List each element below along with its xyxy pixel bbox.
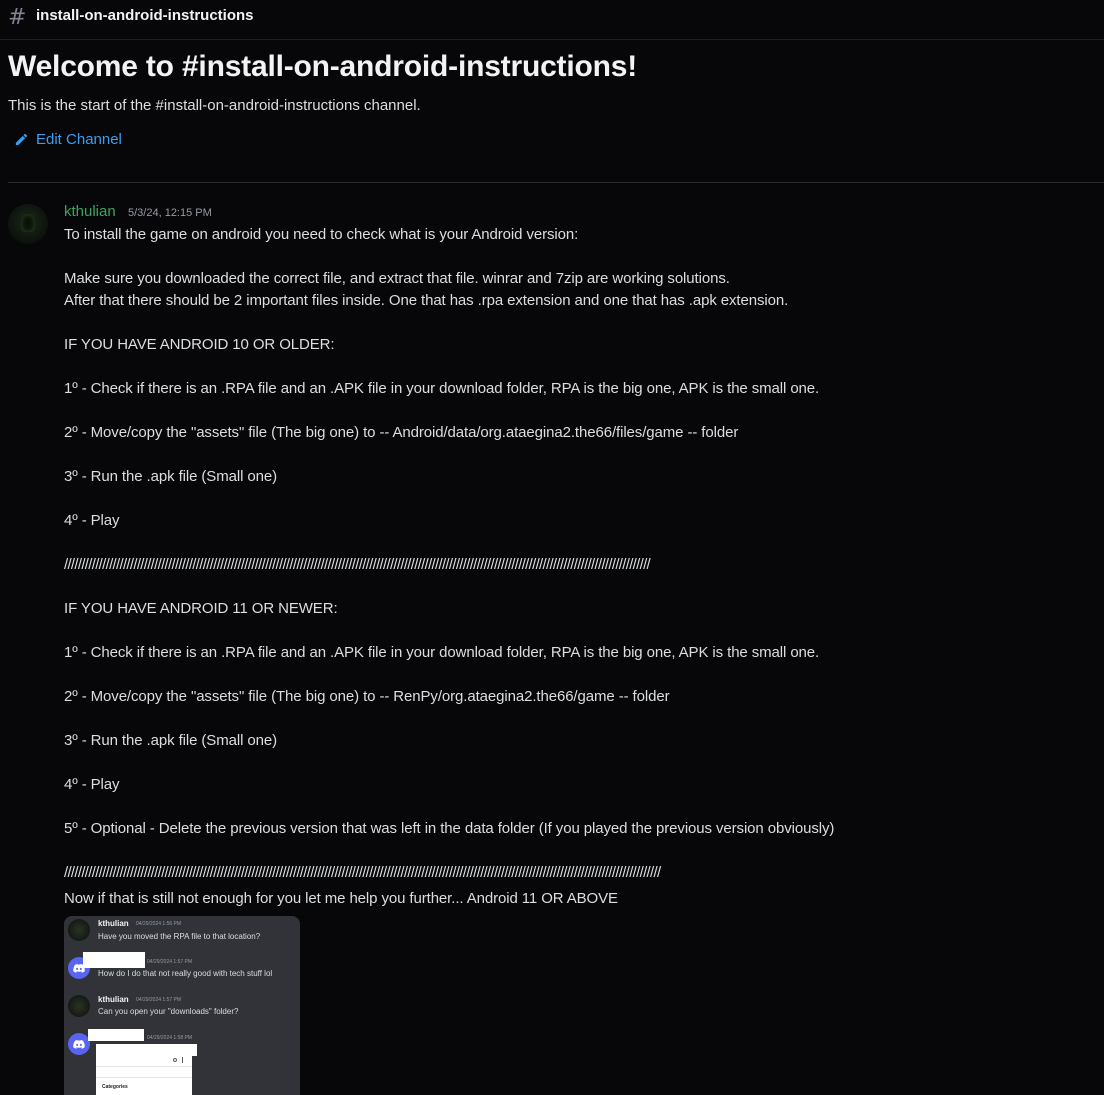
message-line: IF YOU HAVE ANDROID 10 OR OLDER: bbox=[64, 336, 335, 353]
more-options-icon bbox=[182, 1057, 183, 1063]
avatar bbox=[68, 995, 90, 1017]
message-timestamp: 5/3/24, 12:15 PM bbox=[128, 207, 212, 219]
attachment-message-text: Have you moved the RPA file to that location? bbox=[98, 932, 261, 941]
divider bbox=[96, 1066, 192, 1067]
attachment-message-timestamp: 04/29/2024 1:57 PM bbox=[136, 997, 182, 1003]
separator-line: ///////////////////////////////////////////////////////////////////////////////////////////////////////////////////////////////////////////////////////////////////////// bbox=[64, 556, 651, 573]
discord-logo-icon bbox=[73, 1040, 85, 1049]
message-line: Make sure you downloaded the correct file, and extract that file. winrar and 7zip are working solutions. bbox=[64, 270, 730, 287]
message-line: 5º - Optional - Delete the previous version that was left in the data folder (If you played the previous version obviously) bbox=[64, 820, 835, 837]
pencil-icon bbox=[14, 132, 29, 147]
divider bbox=[96, 1077, 192, 1078]
message-line: 1º - Check if there is an .RPA file and an .APK file in your download folder, RPA is the big one, APK is the small one. bbox=[64, 644, 820, 661]
message-line: Now if that is still not enough for you let me help you further... Android 11 OR ABOVE bbox=[64, 890, 618, 907]
message-line: 2º - Move/copy the "assets" file (The big one) to -- RenPy/org.ataegina2.the66/game -- folder bbox=[64, 688, 670, 705]
hashtag-icon: # bbox=[8, 5, 27, 30]
search-icon bbox=[173, 1058, 177, 1062]
message-line: 3º - Run the .apk file (Small one) bbox=[64, 732, 278, 749]
message-line: 1º - Check if there is an .RPA file and an .APK file in your download folder, RPA is the big one, APK is the small one. bbox=[64, 380, 820, 397]
edit-channel-button[interactable] bbox=[14, 131, 122, 148]
avatar[interactable] bbox=[8, 204, 48, 244]
image-attachment[interactable] bbox=[64, 916, 300, 1095]
channel-header bbox=[0, 0, 1104, 40]
message-line: 4º - Play bbox=[64, 512, 120, 529]
message-line: 3º - Run the .apk file (Small one) bbox=[64, 468, 278, 485]
attachment-message-timestamp: 04/29/2024 1:56 PM bbox=[136, 921, 182, 927]
attachment-message-timestamp: 04/29/2024 1:58 PM bbox=[147, 1035, 193, 1041]
message-author[interactable]: kthulian bbox=[64, 203, 116, 220]
channel-name: install-on-android-instructions bbox=[36, 7, 254, 24]
welcome-subtitle: This is the start of the #install-on-android-instructions channel. bbox=[8, 97, 421, 114]
message-line: IF YOU HAVE ANDROID 11 OR NEWER: bbox=[64, 600, 338, 617]
divider bbox=[8, 182, 1104, 183]
attachment-message-author: kthulian bbox=[98, 919, 129, 928]
avatar bbox=[68, 919, 90, 941]
message-line: After that there should be 2 important files inside. One that has .rpa extension and one that has .apk extension. bbox=[64, 292, 789, 309]
attachment-message-text: How do I do that not really good with tech stuff lol bbox=[98, 969, 273, 978]
welcome-title: Welcome to #install-on-android-instructions! bbox=[8, 50, 638, 83]
redaction-box bbox=[88, 1029, 144, 1041]
inner-screenshot bbox=[96, 1046, 192, 1095]
redaction-box bbox=[83, 952, 145, 968]
attachment-message-timestamp: 04/29/2024 1:57 PM bbox=[147, 959, 193, 965]
attachment-message-author: kthulian bbox=[98, 995, 129, 1004]
separator-line: //////////////////////////////////////////////////////////////////////////////////////////////////////////////////////////////////////////////////////////////////////////// bbox=[64, 864, 661, 881]
edit-channel-label: Edit Channel bbox=[36, 131, 122, 148]
categories-label: Categories bbox=[102, 1084, 128, 1090]
discord-avatar bbox=[68, 1033, 90, 1055]
message-line: 4º - Play bbox=[64, 776, 120, 793]
attachment-message-text: Can you open your "downloads" folder? bbox=[98, 1007, 239, 1016]
message-line: 2º - Move/copy the "assets" file (The big one) to -- Android/data/org.ataegina2.the66/files/game -- folder bbox=[64, 424, 739, 441]
message-line: To install the game on android you need to check what is your Android version: bbox=[64, 226, 579, 243]
